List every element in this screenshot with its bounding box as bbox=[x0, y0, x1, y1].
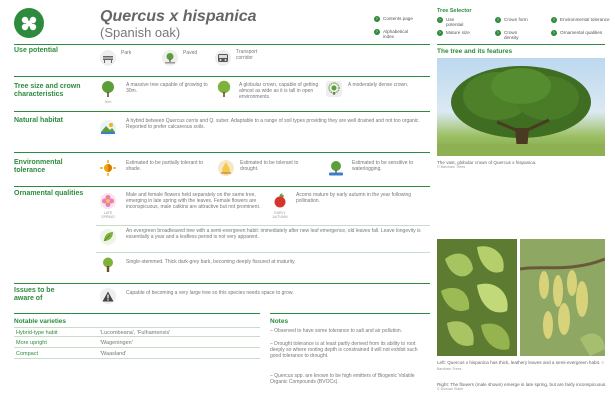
leaf-photo bbox=[437, 239, 517, 356]
catkin-photo-caption: Right: The flowers (male shown) emerge in late spring, but are fairly inconspicuous. © Duncan Slater bbox=[437, 382, 607, 392]
habitat-title: Natural habitat bbox=[14, 117, 64, 124]
size-title: Tree size and crown characteristics bbox=[14, 83, 81, 98]
selector-density-icon[interactable]: › bbox=[495, 30, 501, 36]
leaf-photo-credit: © Barcham Trees bbox=[437, 361, 605, 372]
page-subtitle: (Spanish oak) bbox=[100, 25, 181, 40]
waterlogging-text: Estimated to be sensitive to waterlogging. bbox=[352, 160, 414, 173]
transport-corridor-icon bbox=[215, 50, 231, 66]
warning-icon bbox=[100, 288, 116, 304]
features-title: The tree and its features bbox=[437, 48, 513, 55]
tree-photo-caption: The vast, globular crown of Quercus x hispanica. © Barcham Trees bbox=[437, 160, 605, 171]
waterlogging-icon bbox=[328, 160, 344, 176]
fruit-season-label: EARLY AUTUMN bbox=[272, 211, 288, 219]
selector-tolerance[interactable]: Environmental tolerance bbox=[560, 17, 610, 22]
fruit-icon bbox=[272, 193, 288, 209]
tree-selector-title: Tree Selector bbox=[437, 8, 472, 14]
catkin-photo bbox=[520, 239, 605, 356]
use-paved-label: Paved bbox=[183, 50, 198, 56]
flower-season-label: LATE SPRING bbox=[101, 211, 115, 219]
issues-text: Capable of becoming a very large tree so this species needs space to grow. bbox=[126, 290, 294, 296]
landscape-icon bbox=[100, 120, 116, 136]
index-link[interactable]: Alphabetical index bbox=[383, 29, 409, 39]
paved-tree-icon bbox=[162, 50, 178, 66]
note-item: – Quercus spp. are known to be high emitters of Biogenic Volatile Organic Compounds (BVOCs). bbox=[270, 373, 415, 386]
bark-text: Single-stemmed. Thick dark-grey bark, becoming deeply fissured at maturity. bbox=[126, 259, 296, 265]
leaf-icon bbox=[100, 229, 116, 245]
selector-tolerance-icon[interactable]: › bbox=[551, 17, 557, 23]
crown-form-text: A globular crown, capable of getting almost as wide as it is tall in open environments. bbox=[239, 82, 319, 101]
habitat-text: A hybrid between Quercus cerris and Q. suber. Adaptable to a range of soil types providing they are well drained and not too organic. Reported to prefer calcareous soils. bbox=[126, 118, 420, 131]
tree-size-icon bbox=[100, 81, 116, 97]
size-text: A massive tree capable of growing to 30m. bbox=[126, 82, 208, 95]
tree-photo-credit: © Barcham Trees bbox=[437, 165, 466, 170]
selector-ornamental-icon[interactable]: › bbox=[551, 30, 557, 36]
page-title: Quercus x hispanica bbox=[100, 8, 257, 25]
flower-text: Male and female flowers held separately on the same tree, emerging in late spring with the leaves. Female flowers are inconspicuous, male catkins are attractive but not prominent. bbox=[126, 192, 261, 211]
leaf-photo-caption: Left: Quercus x hispanica has thick, leathery leaves and a semi-evergreen habit. © Barcham Trees bbox=[437, 360, 605, 372]
variety-habit: Hybrid-type habit bbox=[16, 330, 58, 336]
variety-row bbox=[14, 349, 260, 359]
selector-ornamental[interactable]: Ornamental qualities bbox=[560, 30, 603, 35]
notes-title: Notes bbox=[270, 318, 289, 325]
globular-crown-icon bbox=[216, 81, 232, 97]
ornamental-title: Ornamental qualities bbox=[14, 190, 84, 197]
flower-icon bbox=[100, 193, 116, 209]
variety-row bbox=[14, 338, 260, 348]
variety-names: 'Lucombeana', 'Fulhamensis' bbox=[100, 330, 171, 336]
tree-cluster-icon bbox=[19, 13, 39, 33]
crown-density-text: A moderately dense crown. bbox=[348, 82, 409, 88]
size-label: 30m bbox=[104, 100, 112, 104]
use-transport-label: Transport corridor bbox=[236, 49, 258, 62]
catkin-photo-credit: © Duncan Slater bbox=[437, 387, 464, 392]
contents-link[interactable]: Contents page bbox=[383, 16, 413, 21]
variety-habit: More upright bbox=[16, 340, 47, 346]
selector-size[interactable]: Mature size bbox=[446, 30, 470, 35]
drought-text: Estimated to be tolerant to drought. bbox=[240, 160, 299, 173]
use-potential-title: Use potential bbox=[14, 47, 58, 54]
note-item: – Drought tolerance is at least partly derived from its ability to root deeply so where rooting depth is constrained it will not exhibit such good tolerance to drought. bbox=[270, 341, 418, 360]
shade-icon bbox=[100, 160, 116, 176]
drought-icon bbox=[218, 160, 234, 176]
selector-use-icon[interactable]: › bbox=[437, 17, 443, 23]
selector-form[interactable]: Crown form bbox=[504, 17, 528, 22]
note-item: – Observed to have some tolerance to salt and air pollution. bbox=[270, 328, 403, 334]
variety-names: 'Waasland' bbox=[100, 351, 127, 357]
issues-title: Issues to be aware of bbox=[14, 287, 55, 302]
selector-size-icon[interactable]: › bbox=[437, 30, 443, 36]
leaf-text: An evergreen broadleaved tree with a semi-evergreen habit: immediately after new leaf emergence, old leaves fall. Leave longevity is essentially a year and a leafless period is not very apparent. bbox=[126, 228, 421, 241]
shade-text: Estimated to be partially tolerant to shade. bbox=[126, 160, 203, 173]
tree-photo bbox=[437, 58, 605, 156]
logo bbox=[14, 8, 44, 38]
index-link-icon[interactable]: › bbox=[374, 29, 380, 35]
crown-density-icon bbox=[326, 81, 342, 97]
tolerance-title: Environmental tolerance bbox=[14, 159, 63, 174]
fruit-text: Acorns mature by early autumn in the year following pollination. bbox=[296, 192, 412, 205]
use-park-label: Park bbox=[121, 50, 132, 56]
varieties-title: Notable varieties bbox=[14, 318, 67, 325]
selector-density[interactable]: Crown density bbox=[504, 30, 519, 40]
contents-link-icon[interactable]: › bbox=[374, 16, 380, 22]
selector-use[interactable]: Use potential bbox=[446, 17, 464, 27]
park-bench-icon bbox=[100, 50, 116, 66]
variety-habit: Compact bbox=[16, 351, 39, 357]
variety-row bbox=[14, 327, 260, 337]
bark-trunk-icon bbox=[100, 257, 116, 273]
variety-names: 'Wageningen' bbox=[100, 340, 133, 346]
selector-form-icon[interactable]: › bbox=[495, 17, 501, 23]
